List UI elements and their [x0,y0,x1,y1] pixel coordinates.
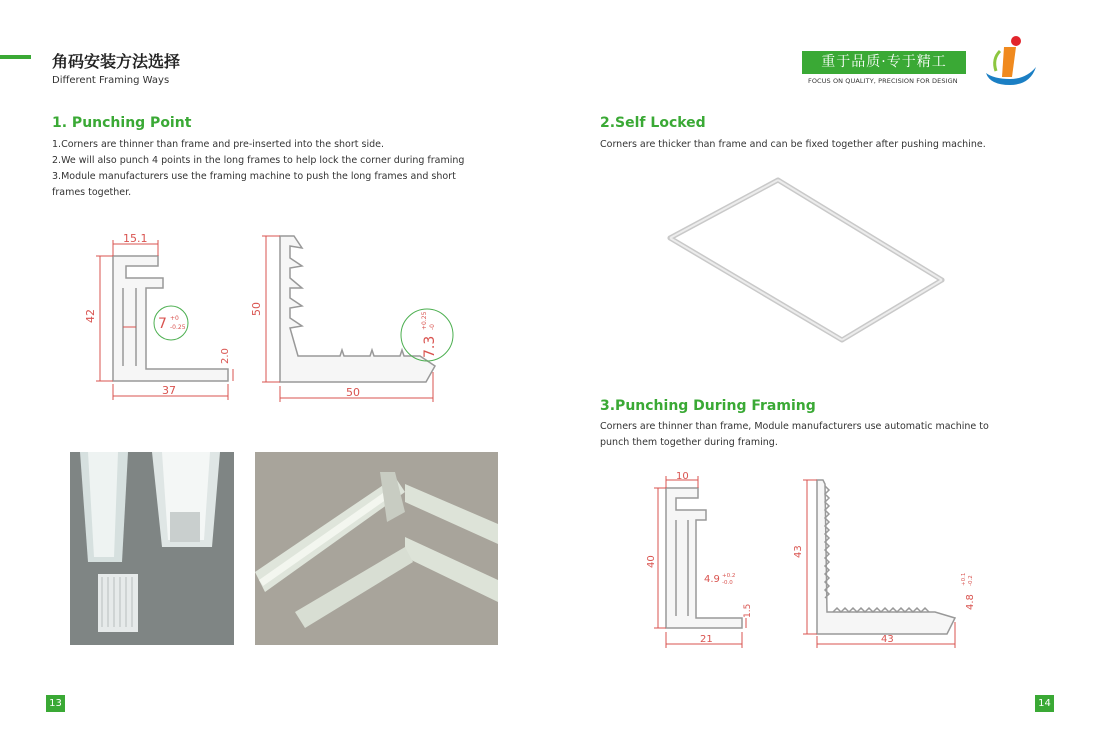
dim-height-label: 42 [84,309,97,323]
dim-width-label: 21 [700,634,713,645]
photo-corner-in-frame-image [70,452,234,645]
dim-gap-tol-plus: +0 [170,315,179,322]
header-accent-bar [0,55,31,59]
dim-thick-tol-plus: +0.1 [961,572,967,586]
dim-gap-label: 7 [158,316,167,332]
profile-drawing-short-frame-3 [640,468,760,653]
dim-thick-label: 2.0 [220,348,231,364]
page-subtitle: Different Framing Ways [52,75,170,86]
profile-drawing-long-frame-3 [785,472,985,652]
slogan-badge: 重于品质·专于精工 [802,51,966,74]
dim-height-label: 43 [793,545,804,558]
dim-gap-tol-plus: +0.2 [722,573,736,579]
dim-top-label: 15.1 [123,232,148,245]
text-line: punch them together during framing. [600,437,778,448]
section-title-punching-during: 3.Punching During Framing [600,398,816,414]
page-number-right: 14 [1035,695,1054,712]
dim-gap-tol-minus: -0.0 [722,580,733,586]
text-line: Corners are thinner than frame, Module manufacturers use automatic machine to [600,421,989,432]
text-line: Corners are thicker than frame and can be fixed together after pushing machine. [600,139,986,150]
dim-width-label: 37 [162,384,176,397]
text-line: 2.We will also punch 4 points in the long frames to help lock the corner during framing [52,155,465,166]
dim-thick-label: 1.5 [743,603,753,618]
page-title: 角码安装方法选择 [52,52,181,71]
section-title-self-locked: 2.Self Locked [600,115,706,131]
section-title-punching-point: 1. Punching Point [52,115,192,131]
dim-thick-label: 4.8 [965,594,976,610]
section-text-self-locked [600,137,1060,153]
slogan-english: FOCUS ON QUALITY, PRECISION FOR DESIGN [808,77,958,85]
brand-logo-icon [982,33,1040,89]
photo-frame-corners [255,452,498,645]
profile-drawing-short-frame [78,226,250,406]
photo-corner-in-frame [70,452,234,645]
dim-thick-tol-minus: -0.2 [968,575,974,586]
dim-width-label: 50 [346,386,360,399]
page-number-left: 13 [46,695,65,712]
text-line: 1.Corners are thinner than frame and pre-inserted into the short side. [52,139,384,150]
dim-thick-tol-minus: -0 [429,324,436,330]
frame-assembly-drawing [660,170,950,350]
dim-width-label: 43 [881,634,894,645]
dim-gap-label: 4.9 [704,574,720,585]
profile-drawing-long-frame [250,226,460,408]
dim-height-label: 50 [250,302,263,316]
dim-thick-label: 7.3 [422,335,438,358]
dim-height-label: 40 [646,555,657,568]
dim-gap-tol-minus: -0.25 [170,324,186,331]
dim-thick-tol-plus: +0.25 [421,311,428,330]
text-line: 3.Module manufacturers use the framing machine to push the long frames and short [52,171,456,182]
dim-top-label: 10 [676,471,689,482]
section-text-punching-during [600,419,1060,451]
photo-frame-corners-image [255,452,498,645]
text-line: frames together. [52,187,132,198]
section-text-punching-point [52,137,532,201]
